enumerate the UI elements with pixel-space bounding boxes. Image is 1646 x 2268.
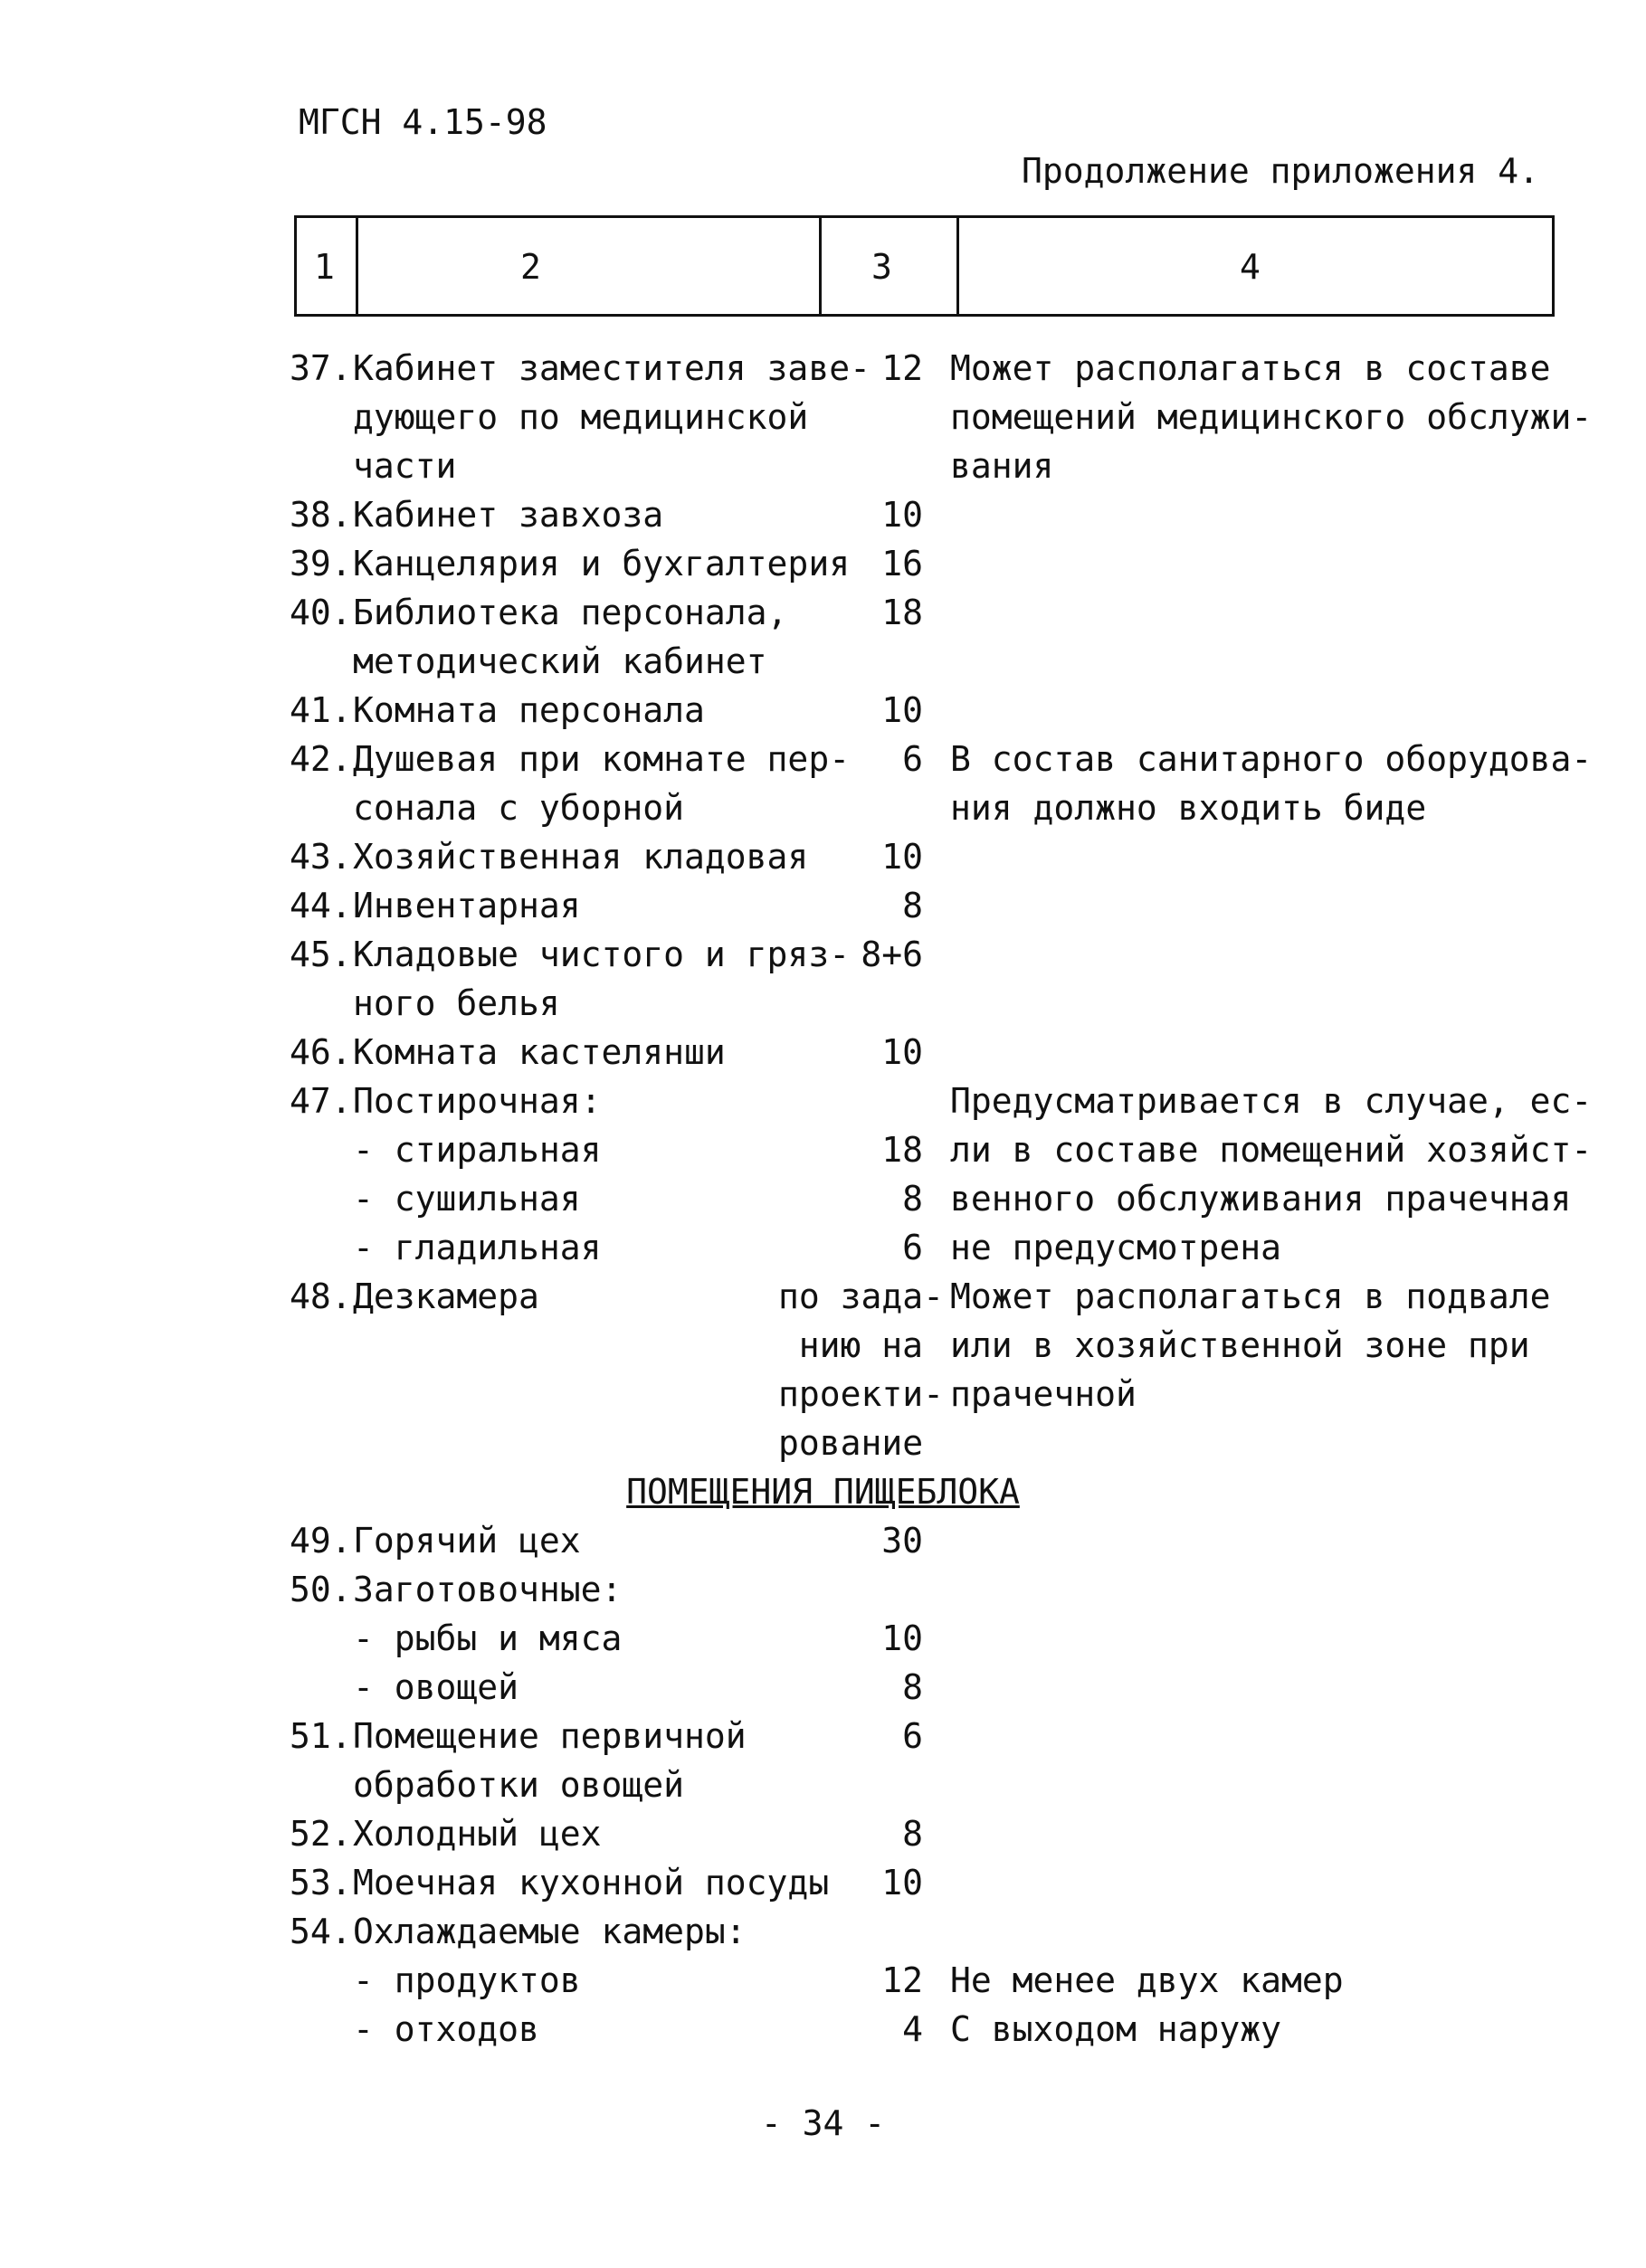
row-area: 4 xyxy=(902,2009,923,2049)
row-room-name: - отходов xyxy=(353,2009,539,2049)
row-note: С выходом наружу xyxy=(950,2009,1282,2049)
row-room-name: сонала с уборной xyxy=(353,788,685,828)
row-area: 10 xyxy=(881,690,923,730)
row-room-name: Горячий цех xyxy=(353,1521,581,1561)
row-area: 10 xyxy=(881,837,923,877)
row-room-name: Душевая при комнате пер- xyxy=(353,739,851,779)
row-area: 18 xyxy=(881,1130,923,1170)
row-note: В состав санитарного оборудова- xyxy=(950,739,1593,779)
row-area: проекти- xyxy=(778,1374,945,1414)
row-note: Предусматривается в случае, ес- xyxy=(950,1081,1593,1121)
row-room-name: Комната кастелянши xyxy=(353,1032,726,1072)
row-note: Не менее двух камер xyxy=(950,1960,1344,2000)
row-room-name: - сушильная xyxy=(353,1179,581,1219)
row-note: прачечной xyxy=(950,1374,1137,1414)
row-number: 52. xyxy=(290,1814,352,1854)
row-room-name: - гладильная xyxy=(353,1228,602,1267)
row-room-name: Дезкамера xyxy=(353,1276,539,1316)
row-room-name: части xyxy=(353,446,457,486)
header-col-1: 1 xyxy=(314,247,335,287)
row-room-name: обработки овощей xyxy=(353,1765,685,1805)
header-bottom-rule xyxy=(294,314,1555,317)
row-area: рование xyxy=(778,1423,924,1463)
row-room-name: ного белья xyxy=(353,983,560,1023)
row-area: 6 xyxy=(902,1228,923,1267)
row-area: 10 xyxy=(881,495,923,535)
row-note: Может располагаться в подвале xyxy=(950,1276,1551,1316)
row-number: 38. xyxy=(290,495,352,535)
row-area: по зада- xyxy=(778,1276,945,1316)
row-room-name: - овощей xyxy=(353,1667,519,1707)
section-title: ПОМЕЩЕНИЯ ПИЩЕБЛОКА xyxy=(626,1472,1020,1512)
header-col-4: 4 xyxy=(1240,247,1261,287)
row-room-name: Охлаждаемые камеры: xyxy=(353,1912,747,1951)
row-area: 16 xyxy=(881,544,923,584)
row-number: 45. xyxy=(290,935,352,974)
row-room-name: - рыбы и мяса xyxy=(353,1618,623,1658)
row-room-name: Комната персонала xyxy=(353,690,705,730)
row-room-name: Помещение первичной xyxy=(353,1716,747,1756)
continuation-label: Продолжение приложения 4. xyxy=(1022,151,1539,191)
row-area: 6 xyxy=(902,1716,923,1756)
row-note: Может располагаться в составе xyxy=(950,348,1551,388)
row-room-name: методический кабинет xyxy=(353,641,767,681)
row-number: 49. xyxy=(290,1521,352,1561)
header-divider xyxy=(956,215,959,317)
header-divider xyxy=(294,215,297,317)
row-room-name: Кладовые чистого и гряз- xyxy=(353,935,851,974)
row-number: 51. xyxy=(290,1716,352,1756)
row-number: 42. xyxy=(290,739,352,779)
row-room-name: Постирочная: xyxy=(353,1081,602,1121)
row-area: 30 xyxy=(881,1521,923,1561)
row-area: 8 xyxy=(902,1667,923,1707)
header-col-3: 3 xyxy=(871,247,892,287)
row-area: 10 xyxy=(881,1863,923,1903)
header-divider xyxy=(356,215,358,317)
row-area: 8+6 xyxy=(861,935,923,974)
row-number: 48. xyxy=(290,1276,352,1316)
row-room-name: Заготовочные: xyxy=(353,1570,623,1609)
row-room-name: Библиотека персонала, xyxy=(353,593,788,632)
row-area: нию на xyxy=(798,1325,923,1365)
row-area: 8 xyxy=(902,1179,923,1219)
header-divider xyxy=(819,215,822,317)
row-room-name: Инвентарная xyxy=(353,886,581,925)
row-number: 50. xyxy=(290,1570,352,1609)
row-number: 44. xyxy=(290,886,352,925)
row-number: 43. xyxy=(290,837,352,877)
header-top-rule xyxy=(294,215,1555,218)
row-room-name: - стиральная xyxy=(353,1130,602,1170)
row-room-name: Холодный цех xyxy=(353,1814,602,1854)
row-number: 40. xyxy=(290,593,352,632)
row-room-name: Кабинет завхоза xyxy=(353,495,664,535)
row-number: 39. xyxy=(290,544,352,584)
row-number: 41. xyxy=(290,690,352,730)
row-number: 47. xyxy=(290,1081,352,1121)
row-room-name: Кабинет заместителя заве- xyxy=(353,348,871,388)
row-area: 10 xyxy=(881,1032,923,1072)
row-note: ния должно входить биде xyxy=(950,788,1427,828)
row-number: 46. xyxy=(290,1032,352,1072)
page-number: - 34 - xyxy=(760,2103,886,2143)
header-col-2: 2 xyxy=(520,247,541,287)
row-room-name: Хозяйственная кладовая xyxy=(353,837,809,877)
row-note: ли в составе помещений хозяйст- xyxy=(950,1130,1593,1170)
row-note: вания xyxy=(950,446,1054,486)
document-code: МГСН 4.15-98 xyxy=(299,102,547,142)
row-number: 54. xyxy=(290,1912,352,1951)
row-area: 18 xyxy=(881,593,923,632)
row-area: 12 xyxy=(881,1960,923,2000)
row-area: 12 xyxy=(881,348,923,388)
row-area: 6 xyxy=(902,739,923,779)
row-note: венного обслуживания прачечная xyxy=(950,1179,1572,1219)
row-room-name: - продуктов xyxy=(353,1960,581,2000)
row-room-name: Канцелярия и бухгалтерия xyxy=(353,544,851,584)
row-note: не предусмотрена xyxy=(950,1228,1282,1267)
row-area: 8 xyxy=(902,886,923,925)
table-header xyxy=(294,215,1555,317)
row-area: 8 xyxy=(902,1814,923,1854)
row-number: 37. xyxy=(290,348,352,388)
row-room-name: дующего по медицинской xyxy=(353,397,809,437)
row-note: или в хозяйственной зоне при xyxy=(950,1325,1530,1365)
row-note: помещений медицинского обслужи- xyxy=(950,397,1593,437)
row-room-name: Моечная кухонной посуды xyxy=(353,1863,830,1903)
header-divider xyxy=(1552,215,1555,317)
row-number: 53. xyxy=(290,1863,352,1903)
row-area: 10 xyxy=(881,1618,923,1658)
